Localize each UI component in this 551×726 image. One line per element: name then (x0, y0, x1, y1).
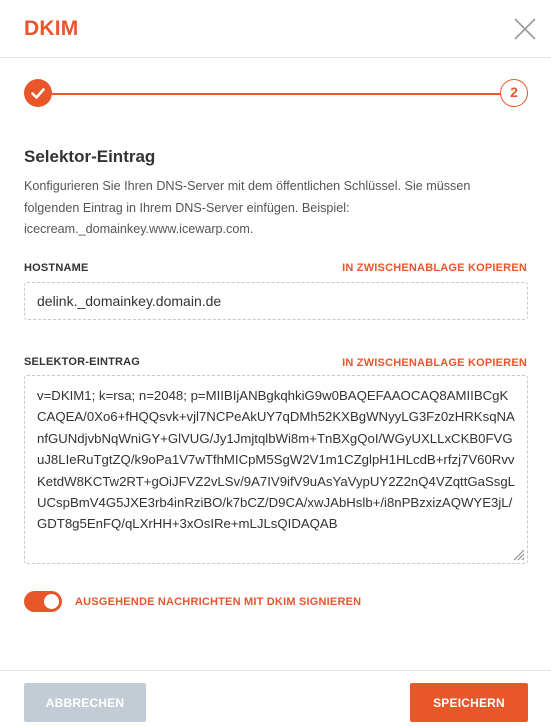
selector-label: SELEKTOR-EINTRAG (24, 356, 141, 368)
hostname-label: HOSTNAME (24, 262, 89, 274)
section-title: Selektor-Eintrag (24, 147, 156, 166)
stepper-progress-line (52, 93, 502, 95)
section-description: Konfigurieren Sie Ihren DNS-Server mit dem öffentlichen Schlüssel. Sie müssen folgenden Eintrag in Ihrem DNS-Server einfügen. Beispiel: icecream._domainkey.www.icewarp.com. (24, 179, 471, 236)
hostname-field[interactable]: delink._domainkey.domain.de (24, 282, 528, 320)
check-icon (24, 79, 52, 107)
save-button[interactable]: SPEICHERN (410, 683, 528, 722)
copy-hostname-link[interactable]: IN ZWISCHENABLAGE KOPIEREN (342, 262, 527, 274)
dialog-footer (0, 670, 551, 726)
dialog-title: DKIM (24, 17, 79, 40)
dkim-sign-toggle-label[interactable]: AUSGEHENDE NACHRICHTEN MIT DKIM SIGNIEREN (75, 596, 362, 608)
dkim-sign-toggle[interactable] (24, 591, 62, 612)
selector-textarea[interactable]: v=DKIM1; k=rsa; n=2048; p=MIIBIjANBgkqhkiG9w0BAQEFAAOCAQ8AMIIBCgKCAQEA/0Xo6+fHQQsvk+vjl7NCPeAkUY7qDMh52KXBgWNyyLG3Fz0zHRKsqNAnfGUNdjvbNqWniGY+GlVUG/Jy1JmjtqlbWi8m+TnBXgQoI/WGyUXLLxCKB0FVGuJ8LIeRuTgtZQ/k9oPa1V7wTfhMICpM5SgW2V1m1CZglpH1HLcdB+rfzj7V60RvvKetdW8KCTw2RT+gOiJFVZ2vLSv/9A7IV9ifV9uAsYaVypUY2Z2nQ4VZqttGaSsgLUCspBmV4G5JXE3rb4inRziBO/k7bCZ/D9CA/xwJAbHslb+/i8nPBzxizAQWYE3jL/GDT8g5EnFQ/qLXrHH+3xOsIRe+mLJLsQIDAQAB (24, 375, 528, 564)
toggle-knob (44, 594, 59, 609)
close-icon[interactable] (512, 16, 538, 42)
resize-handle-icon[interactable] (511, 547, 525, 561)
cancel-button[interactable]: ABBRECHEN (24, 683, 146, 722)
step-2-current: 2 (500, 79, 528, 107)
dialog-header (0, 0, 551, 58)
wizard-stepper (24, 78, 528, 108)
step-1-completed (24, 79, 52, 107)
copy-selector-link[interactable]: IN ZWISCHENABLAGE KOPIEREN (342, 357, 527, 369)
